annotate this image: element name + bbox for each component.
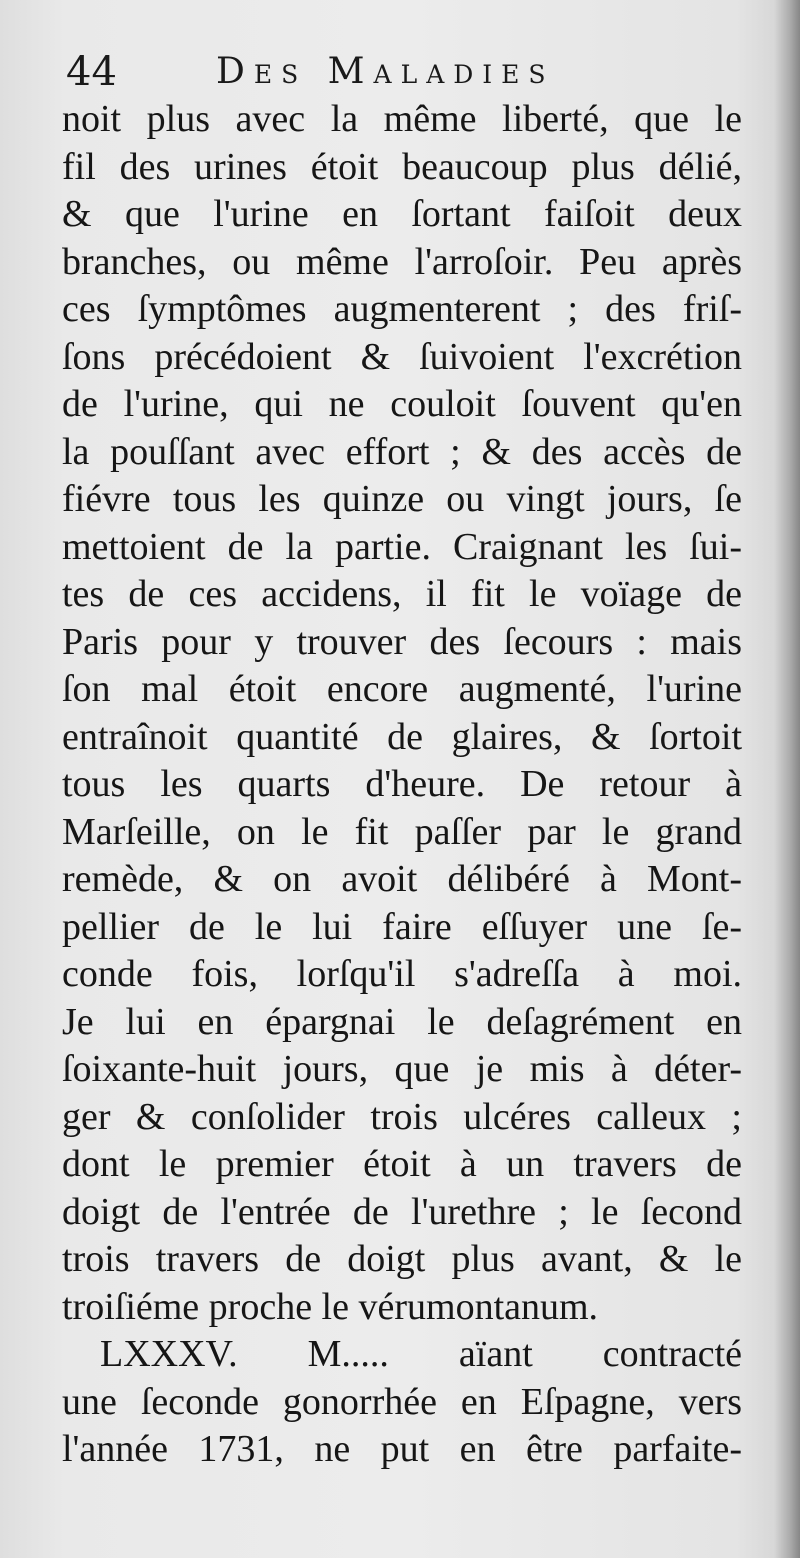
text-line: Paris pour y trouver des ſecours : mais (62, 620, 742, 663)
text-line: tes de ces accidens, il fit le voïage de (62, 573, 742, 615)
page-header (66, 44, 766, 100)
text-line: conde fois, lorſqu'il s'adreſſa à moi. (62, 953, 742, 995)
page-edge-shadow (774, 0, 800, 1558)
text-line: ces ſymptômes augmenterent ; des friſ- (62, 288, 742, 330)
text-line: noit plus avec la même liberté, que le (62, 98, 742, 140)
body-text (62, 96, 742, 1474)
text-line: mettoient de la partie. Craignant les ſui- (62, 525, 742, 568)
text-line: branches, ou même l'arroſoir. Peu après (62, 240, 742, 283)
text-line: pellier de le lui faire eſſuyer une ſe- (62, 905, 742, 948)
text-line: ſon mal étoit encore augmenté, l'urine (62, 668, 742, 710)
text-line: tous les quarts d'heure. De retour à (62, 763, 742, 805)
text-line: de l'urine, qui ne couloit ſouvent qu'en (62, 383, 742, 425)
text-line: ſoixante-huit jours, que je mis à déter- (62, 1048, 742, 1090)
text-line: fil des urines étoit beaucoup plus délié, (62, 145, 742, 188)
text-line: la pouſſant avec effort ; & des accès de (62, 430, 742, 473)
text-line: ger & conſolider trois ulcéres calleux ; (62, 1095, 742, 1138)
text-line: Marſeille, on le fit paſſer par le grand (62, 810, 742, 853)
running-head: Des Maladies (216, 51, 555, 92)
text-line: trois travers de doigt plus avant, & le (62, 1238, 742, 1280)
text-line: Je lui en épargnai le deſagrément en (62, 1000, 742, 1043)
section-start-line: LXXXV. M..... aïant contracté (100, 1333, 742, 1375)
text-line: l'année 1731, ne put en être parfaite- (62, 1428, 742, 1470)
text-line: entraînoit quantité de glaires, & ſortoit (62, 715, 742, 758)
text-line: remède, & on avoit délibéré à Mont- (62, 858, 742, 900)
text-line: troiſiéme proche le vérumontanum. (62, 1285, 599, 1328)
text-line: ſons précédoient & ſuivoient l'excrétion (62, 335, 742, 378)
text-line: & que l'urine en ſortant faiſoit deux (62, 193, 742, 235)
text-line: une ſeconde gonorrhée en Eſpagne, vers (62, 1380, 742, 1423)
page-number: 44 (66, 49, 117, 95)
text-line: doigt de l'entrée de l'urethre ; le ſecond (62, 1190, 742, 1233)
text-line: dont le premier étoit à un travers de (62, 1143, 742, 1185)
text-line: fiévre tous les quinze ou vingt jours, ſe (62, 478, 742, 520)
